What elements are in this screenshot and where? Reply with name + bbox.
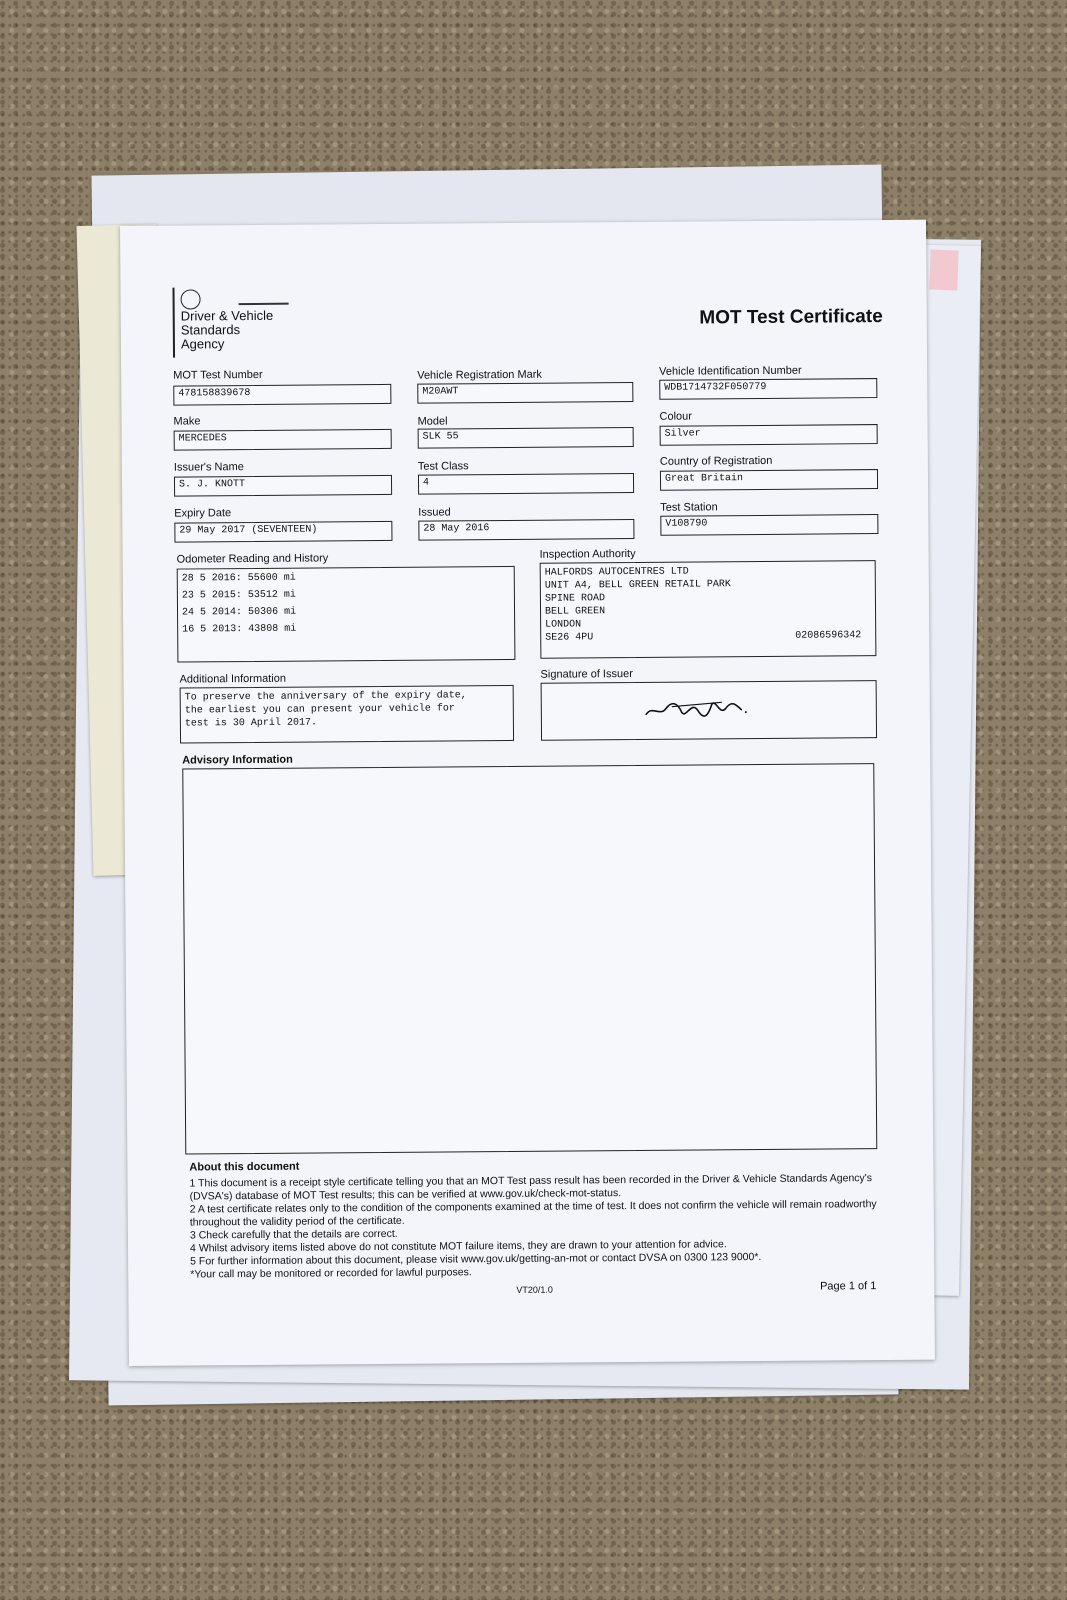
issued-label: Issued — [418, 506, 451, 519]
issuer-value: S. J. KNOTT — [174, 475, 392, 497]
test-number-value: 478158839678 — [173, 384, 391, 406]
additional-line: the earliest you can present your vehicle for — [184, 703, 455, 717]
odometer-history — [177, 566, 516, 663]
address-line: SE26 4PU — [545, 632, 594, 644]
colour-label: Colour — [659, 410, 692, 423]
dvsa-logo — [172, 287, 311, 358]
advisory-box — [182, 763, 877, 1154]
model-value: SLK 55 — [418, 427, 634, 449]
additional-label: Additional Information — [179, 672, 287, 686]
address-line: LONDON — [545, 619, 582, 631]
odometer-row: 23 5 2015: 53512 mi — [181, 589, 296, 602]
address-line: HALFORDS AUTOCENTRES LTD — [544, 566, 689, 579]
odometer-row: 24 5 2014: 50306 mi — [181, 606, 297, 619]
agency-line: Standards — [180, 322, 241, 338]
inspection-authority — [540, 560, 877, 659]
pink-sheet-corner — [929, 250, 958, 291]
signature-box — [541, 680, 877, 741]
address-line: UNIT A4, BELL GREEN RETAIL PARK — [544, 579, 731, 592]
additional-line: To preserve the anniversary of the expiry date, — [184, 690, 467, 704]
colour-value: Silver — [660, 424, 878, 446]
vin-label: Vehicle Identification Number — [659, 364, 802, 378]
page-title: MOT Test Certificate — [699, 306, 883, 329]
phone-number: 02086596342 — [795, 630, 862, 642]
country-value: Great Britain — [660, 469, 878, 491]
about-section — [189, 1156, 880, 1281]
reg-mark-label: Vehicle Registration Mark — [417, 368, 542, 382]
divider — [239, 303, 289, 305]
test-number-label: MOT Test Number — [173, 368, 263, 382]
reg-mark-value: M20AWT — [417, 382, 633, 404]
page-number: Page 1 of 1 — [820, 1280, 877, 1293]
about-item: 3 Check carefully that the details are correct. — [189, 1227, 398, 1242]
station-label: Test Station — [660, 501, 718, 514]
about-item: 5 For further information about this document, please visit www.gov.uk/getting-an-mot or contact DVSA on 0300 123 9000*. — [190, 1250, 762, 1268]
about-item: *Your call may be monitored or recorded for lawful purposes. — [190, 1266, 472, 1281]
crest-icon — [181, 289, 201, 309]
test-class-label: Test Class — [417, 460, 469, 473]
issued-value: 28 May 2016 — [418, 519, 634, 541]
issuer-label: Issuer's Name — [173, 461, 244, 474]
about-item: 1 This document is a receipt style certificate telling you that an MOT Test pass result has been recorded in the Driver & Vehicle Standards Agency's (DVSA's) database of MOT Test results; this can be verified at www.gov.uk/check-mot-status. — [189, 1172, 873, 1203]
agency-line: Driver & Vehicle — [180, 307, 274, 324]
additional-line: test is 30 April 2017. — [184, 717, 317, 730]
model-label: Model — [417, 415, 448, 428]
inspection-label: Inspection Authority — [539, 547, 636, 561]
expiry-label: Expiry Date — [174, 507, 232, 520]
country-label: Country of Registration — [659, 454, 773, 468]
address-line: BELL GREEN — [545, 606, 606, 618]
test-class-value: 4 — [418, 473, 634, 495]
form-code: VT20/1.0 — [516, 1284, 553, 1295]
odometer-label: Odometer Reading and History — [176, 552, 329, 566]
odometer-row: 16 5 2013: 43808 mi — [182, 623, 297, 636]
agency-line: Agency — [180, 336, 225, 352]
about-item: 4 Whilst advisory items listed above do not constitute MOT failure items, they are drawn to your attention for advice. — [189, 1238, 727, 1255]
about-title: About this document — [189, 1160, 300, 1174]
address-line: SPINE ROAD — [544, 593, 606, 605]
odometer-row: 28 5 2016: 55600 mi — [181, 572, 296, 585]
about-item: 2 A test certificate relates only to the condition of the components examined at the time of test. It does not confirm the vehicle will remain roadworthy throughout the validity period of the certificate. — [189, 1198, 877, 1229]
mot-certificate — [120, 220, 935, 1366]
additional-info — [180, 685, 514, 744]
signature-image — [642, 694, 752, 723]
signature-label: Signature of Issuer — [540, 667, 633, 681]
advisory-label: Advisory Information — [182, 753, 293, 767]
vin-value: WDB1714732F050779 — [659, 378, 877, 400]
make-value: MERCEDES — [174, 429, 392, 451]
station-value: V108790 — [660, 514, 878, 536]
expiry-value: 29 May 2017 (SEVENTEEN) — [174, 521, 392, 543]
make-label: Make — [173, 415, 201, 428]
